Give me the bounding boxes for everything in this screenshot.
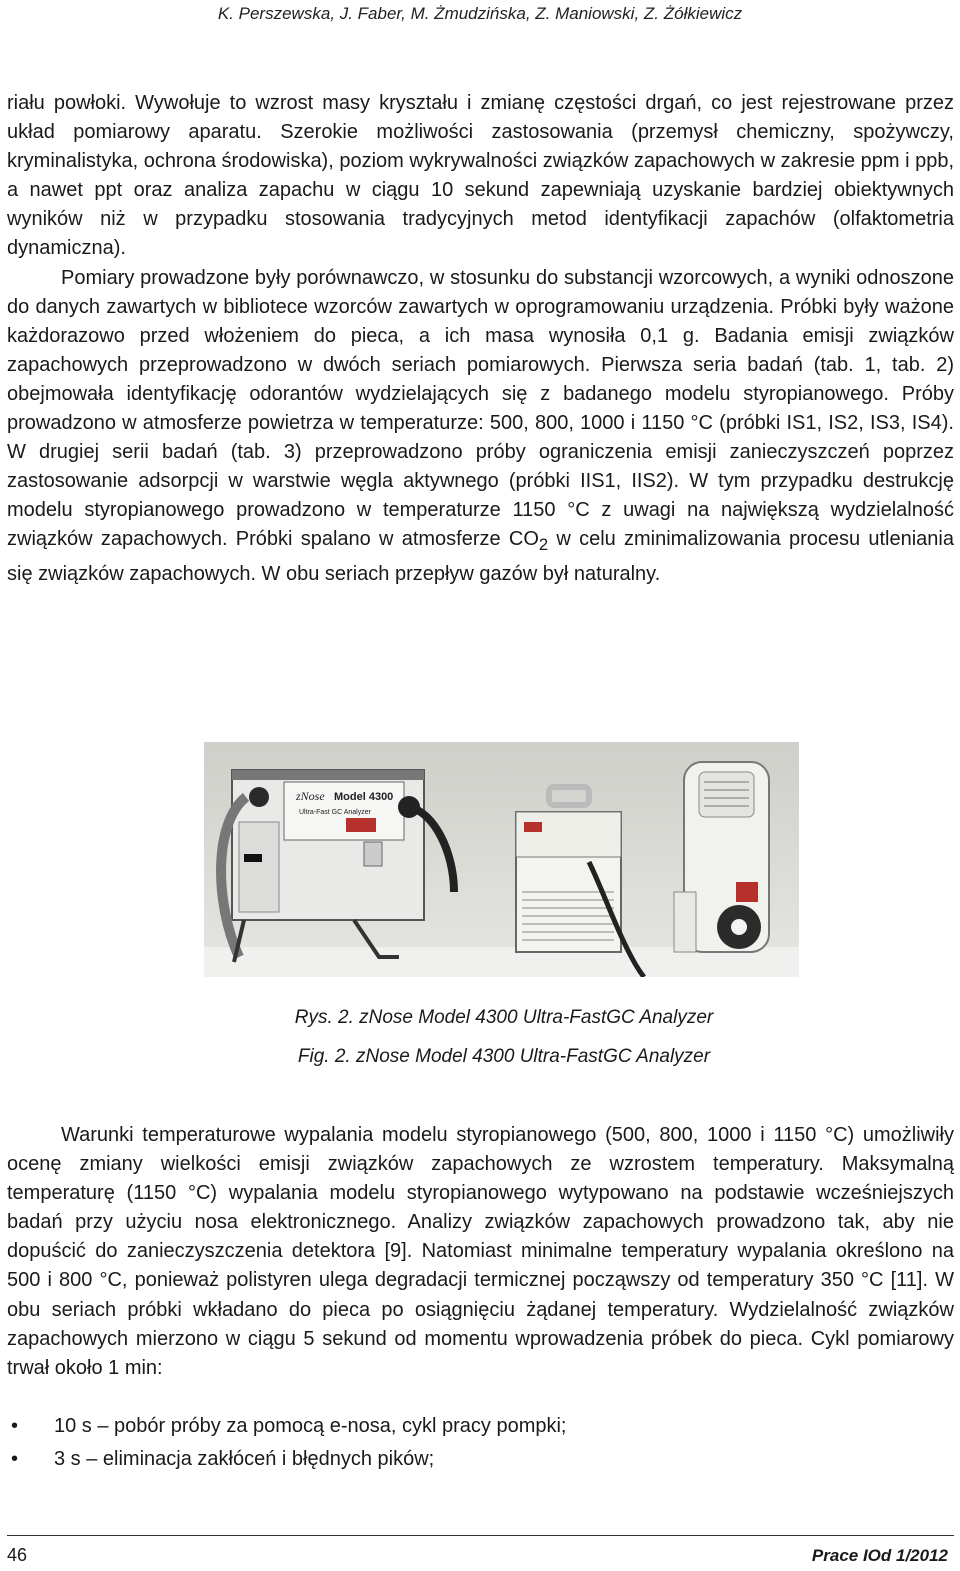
bullet-term: 3 s –	[54, 1448, 98, 1470]
body-text-bottom	[7, 1121, 954, 1383]
device-subtitle: Ultra-Fast GC Analyzer	[299, 809, 371, 816]
footer-divider	[7, 1535, 954, 1536]
bullet-list	[7, 1411, 954, 1477]
device-brand: zNose	[296, 789, 325, 803]
figure-photo	[204, 742, 799, 977]
bullet-text: pobór próby za pomocą e-nosa, cykl pracy pompki;	[108, 1415, 567, 1437]
paragraph-text: riału powłoki. Wywołuje to wzrost masy kryształu i zmianę częstości drgań, co jest rejestrowane przez układ pomiarowy aparatu. Szerokie możliwości zastosowania (przemysł chemiczny, spożywczy, kryminalistyka, ochrona środowiska), poziom wykrywalności związków zapachowych w zakresie ppm i ppb, a nawet ppt oraz analiza zapachu w ciągu 10 sekund zapewniają uzyskanie bardziej obiektywnych wyników niż w przypadku stosowania tradycyjnych metod identyfikacji zapachów (olfaktometria dynamiczna).	[7, 92, 955, 260]
analyzer-photo	[204, 742, 799, 977]
subscript: 2	[538, 535, 549, 555]
paragraph-text: w celu zminimalizowania procesu utleniania się związków zapachowych. W obu seriach przepływ gazów był naturalny.	[7, 528, 954, 585]
journal-name: Prace IOd 1/2012	[811, 1546, 948, 1565]
bullet-term: 10 s –	[54, 1415, 109, 1437]
list-item	[7, 1411, 954, 1441]
bullet-marker: •	[11, 1448, 19, 1470]
figure-caption-en: Fig. 2. zNose Model 4300 Ultra-FastGC Analyzer	[297, 1046, 711, 1067]
device-model: Model 4300	[334, 791, 394, 803]
paragraph	[7, 264, 954, 589]
body-text-top	[7, 89, 954, 589]
page-number: 46	[7, 1545, 28, 1565]
bullet-text: eliminacja zakłóceń i błędnych pików;	[97, 1448, 435, 1470]
running-header: K. Perszewska, J. Faber, M. Żmudzińska, Z. Maniowski, Z. Żółkiewicz	[217, 4, 743, 23]
paragraph-text: Pomiary prowadzone były porównawczo, w stosunku do substancji wzorcowych, a wyniki odnoszone do danych zawartych w bibliotece wzorców zawartych w oprogramowaniu urządzenia. Próbki były ważone każdorazowo przed włożeniem do pieca, a ich masa wynosiła 0,1 g. Badania emisji związków zapachowych przeprowadzono w dwóch seriach pomiarowych. Pierwsza seria badań (tab. 1, tab. 2) obejmowała identyfikację odorantów wydzielających się z badanego modelu styropianowego. Próby prowadzono w atmosferze powietrza w temperaturze: 500, 800, 1000 i 1150 °C (próbki IS1, IS2, IS3, IS4). W drugiej serii badań (tab. 3) przeprowadzono próby ograniczenia emisji zanieczyszczeń poprzez zastosowanie adsorpcji w warstwie węgla aktywnego (próbki IIS1, IIS2). W tym przypadku destrukcję modelu styropianowego prowadzono w temperaturze 1150 °C z uwagi na największą wydzielalność związków zapachowych. Próbki spalano w atmosferze CO	[7, 266, 954, 551]
bullet-marker: •	[11, 1415, 19, 1437]
figure-caption-pl: Rys. 2. zNose Model 4300 Ultra-FastGC Analyzer	[294, 1007, 714, 1028]
paragraph	[7, 89, 954, 264]
list-item	[7, 1444, 954, 1474]
paragraph: Warunki temperaturowe wypalania modelu styropianowego (500, 800, 1000 i 1150 °C) umożliwiły ocenę zmiany wielkości emisji związków zapachowych ze wzrostem temperatury. Maksymalną temperaturę (1150 °C) wypalania modelu styropianowego wytypowano na podstawie wcześniejszych badań przy użyciu nosa elektronicznego. Analizy związków zapachowych prowadzono tak, aby nie dopuścić do zanieczyszczenia detektora [9]. Natomiast minimalne temperatury wypalania określono na 500 i 800 °C, ponieważ polistyren ulega degradacji termicznej począwszy od temperatury 350 °C [11]. W obu seriach próbki wkładano do pieca po osiągnięciu żądanej temperatury. Wydzielalność związków zapachowych mierzono w ciągu 5 sekund od momentu wprowadzenia próbek do pieca. Cykl pomiarowy trwał około 1 min:	[7, 1124, 954, 1379]
